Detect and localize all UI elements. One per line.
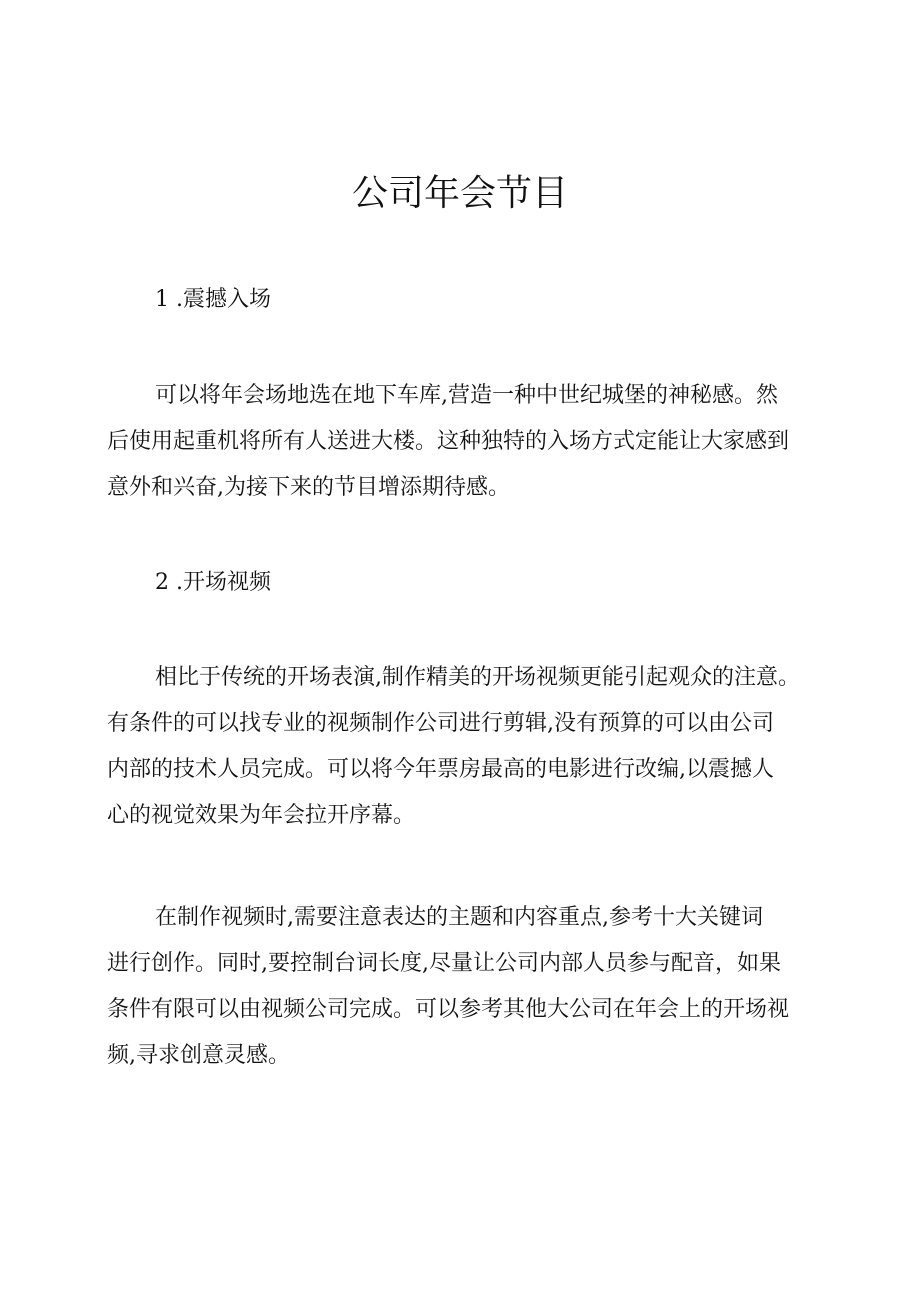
section-1-paragraph-1	[107, 373, 827, 511]
page-title: 公司年会节目	[351, 173, 568, 214]
paragraph-line: 条件有限可以由视频公司完成。可以参考其他大公司在年会上的开场视	[107, 997, 790, 1022]
paragraph-line: 有条件的可以找专业的视频制作公司进行剪辑,没有预算的可以由公司	[107, 711, 774, 736]
paragraph-line: 在制作视频时,需要注意表达的主题和内容重点,参考十大关键词	[155, 905, 763, 930]
section-heading-1: 1 .震撼入场	[155, 287, 271, 312]
paragraph-line: 可以将年会场地选在地下车库,营造一种中世纪城堡的神秘感。然	[155, 383, 778, 408]
section-2-paragraph-2	[107, 895, 827, 1079]
paragraph-line: 频,寻求创意灵感。	[107, 1043, 290, 1068]
paragraph-line: 意外和兴奋,为接下来的节目增添期待感。	[107, 475, 510, 500]
paragraph-line: 内部的技术人员完成。可以将今年票房最高的电影进行改编,以震撼人	[107, 757, 774, 782]
section-2-paragraph-1	[107, 655, 827, 839]
paragraph-line: 心的视觉效果为年会拉开序幕。	[107, 803, 416, 828]
section-heading-2: 2 .开场视频	[155, 570, 271, 595]
paragraph-line: 相比于传统的开场表演,制作精美的开场视频更能引起观众的注意。	[155, 665, 800, 690]
paragraph-line: 后使用起重机将所有人送进大楼。这种独特的入场方式定能让大家感到	[107, 429, 790, 454]
paragraph-line: 进行创作。同时,要控制台词长度,尽量让公司内部人员参与配音，如果	[107, 951, 781, 976]
